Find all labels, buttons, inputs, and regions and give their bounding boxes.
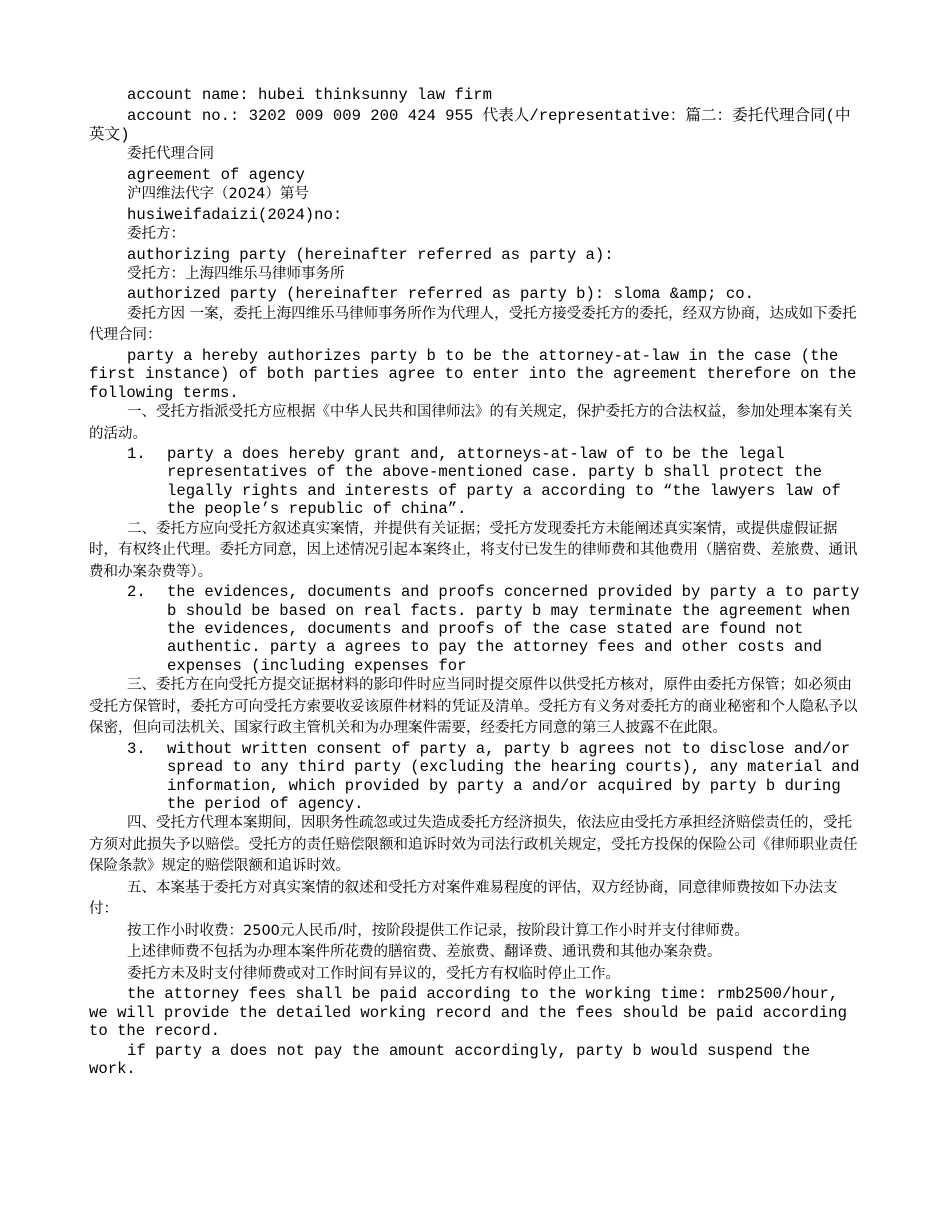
account-name-line: account name: hubei thinksunny law firm [127, 86, 492, 104]
title-english: agreement of agency [127, 165, 305, 184]
clause-1-chinese: 一、受托方指派受托方应根据《中华人民共和国律师法》的有关规定，保护委托方的合法权益，参加处理本案有关的活动。 [89, 404, 852, 442]
clause-1-english-text: party a does hereby grant and, attorneys-at-law of to be the legal representatives of the above-mentioned case. party b shall protect the legally rights and interests of party a according to “the lawyers law of the people’s republic of china”. [167, 445, 841, 519]
clause-3-english-text: without written consent of party a, party b agrees not to disclose and/or spread to any third party (excluding the hearing courts), any material and information, which provided by party a and/or acquired by party b during the period of agency. [167, 739, 860, 813]
clause-3-number: 3. [127, 739, 146, 758]
fee-exclusions-chinese: 上述律师费不包括为办理本案件所花费的膳宿费、差旅费、翻译费、通讯费和其他办案杂费。 [127, 944, 722, 961]
intro-english: party a hereby authorizes party b to be the attorney-at-law in the case (the first instance) of both parties agree to enter into the agreement therefore on the following terms. [89, 346, 857, 402]
clause-1-number: 1. [127, 445, 146, 464]
suspension-english: if party a does not pay the amount accordingly, party b would suspend the work. [89, 1041, 811, 1078]
account-number-line: account no.: 3202 009 009 200 424 955 代表人/representative：篇二：委托代理合同(中英文) [89, 107, 851, 144]
clause-2-english [89, 583, 864, 675]
clause-3-chinese: 三、委托方在向受托方提交证据材料的影印件时应当同时提交原件以供受托方核对，原件由委托方保管；如必须由受托方保管时，委托方可向受托方索要收妥该原件材料的凭证及清单。受托方有义务对委托方的商业秘密和个人隐私予以保密，但向司法机关、国家行政主管机关和为办理案件需要，经委托方同意的第三人披露不在此限。 [89, 677, 858, 737]
party-a-chinese: 委托方： [127, 226, 185, 243]
clause-3-english [89, 740, 864, 814]
clause-2-chinese: 二、委托方应向受托方叙述真实案情，并提供有关证据；受托方发现委托方未能阐述真实案情，或提供虚假证据时，有权终止代理。委托方同意，因上述情况引起本案终止，将支付已发生的律师费和其他费用（膳宿费、差旅费、通讯费和办案杂费等）。 [89, 520, 858, 580]
intro-chinese: 委托方因 一案，委托上海四维乐马律师事务所作为代理人，受托方接受委托方的委托，经双方协商，达成如下委托代理合同： [89, 305, 857, 344]
clause-5-chinese: 五、本案基于委托方对真实案情的叙述和受托方对案件难易程度的评估，双方经协商，同意律师费按如下办法支付： [89, 879, 838, 918]
clause-1-english [89, 445, 864, 519]
party-b-chinese: 受托方：上海四维乐马律师事务所 [127, 265, 345, 282]
title-chinese: 委托代理合同 [127, 146, 214, 163]
fee-suspension-chinese: 委托方未及时支付律师费或对工作时间有异议的，受托方有权临时停止工作。 [127, 965, 620, 982]
party-b-english: authorized party (hereinafter referred as party b): sloma &amp; co. [127, 285, 754, 304]
party-a-english: authorizing party (hereinafter referred as party a): [127, 245, 614, 264]
document-page [89, 86, 864, 1078]
clause-2-number: 2. [127, 583, 146, 602]
reference-english: husiweifadaizi(2024)no: [127, 205, 343, 224]
fee-hourly-chinese: 按工作小时收费：2500元人民币/时，按阶段提供工作记录，按阶段计算工作小时并支付律师费。 [127, 922, 749, 939]
clause-2-english-text: the evidences, documents and proofs concerned provided by party a to party b should be based on real facts. party b may terminate the agreement when the evidences, documents and proofs of the case stated are found not authentic. party a agrees to pay the attorney fees and other costs and expenses (including expenses for [167, 583, 860, 675]
reference-chinese: 沪四维法代字（2024）第号 [127, 186, 309, 203]
fee-english: the attorney fees shall be paid according to the working time: rmb2500/hour, we will provide the detailed working record and the fees should be paid according to the record. [89, 985, 847, 1041]
clause-4-chinese: 四、受托方代理本案期间，因职务性疏忽或过失造成委托方经济损失，依法应由受托方承担经济赔偿责任的，受托方须对此损失予以赔偿。受托方的责任赔偿限额和追诉时效为司法行政机关规定，受托方投保的保险公司《律师职业责任保险条款》规定的赔偿限额和追诉时效。 [89, 815, 858, 875]
